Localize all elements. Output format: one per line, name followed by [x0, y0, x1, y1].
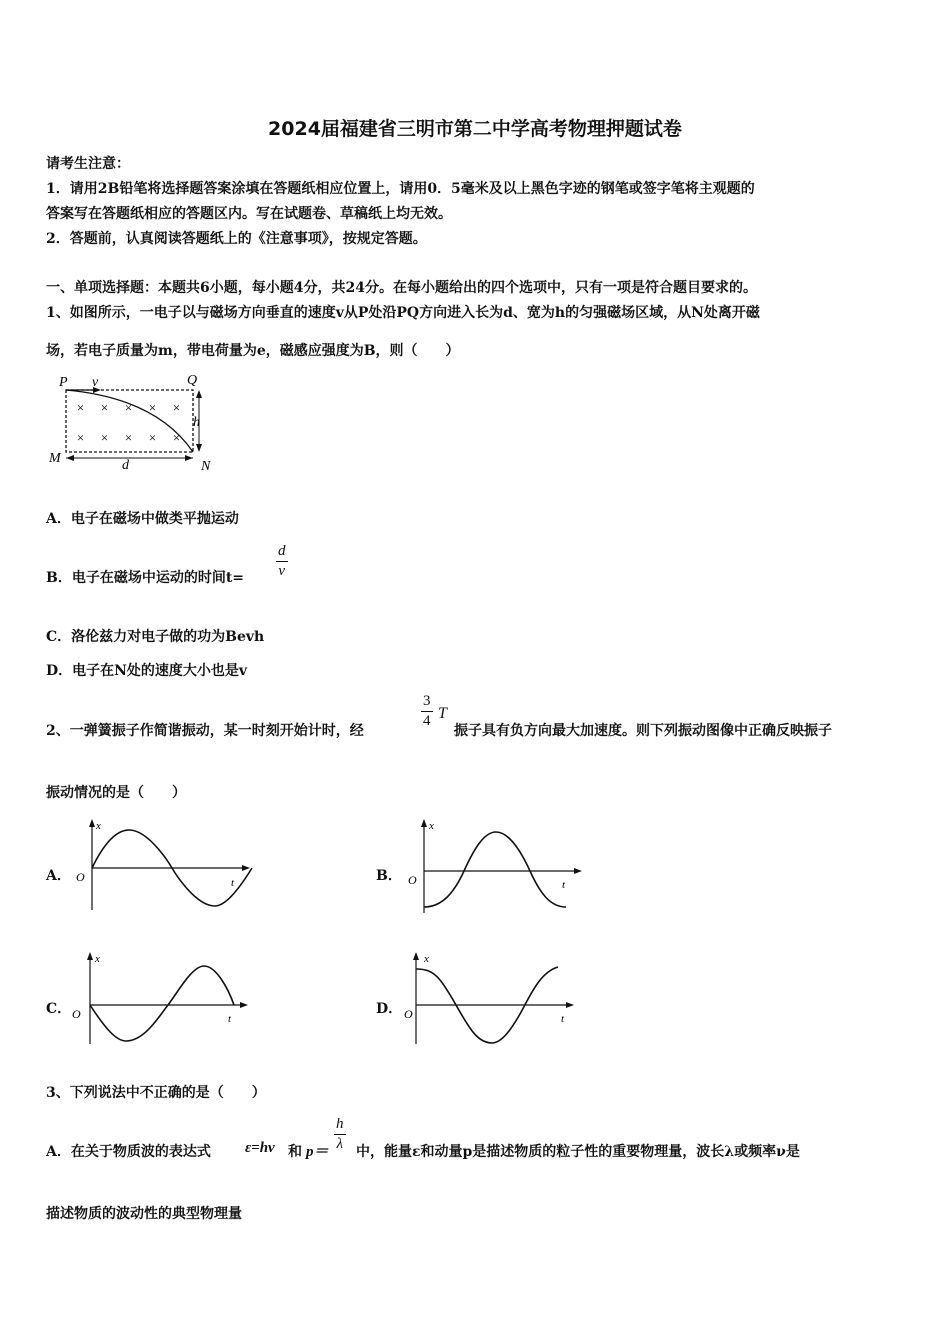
q2-graph-d[interactable]: [394, 948, 579, 1048]
q3-option-a-part-2[interactable]: 中，能量ε和动量p是描述物质的粒子性的重要物理量，波长λ或频率ν是: [356, 1144, 800, 1160]
q3-option-a-line-2[interactable]: 描述物质的波动性的典型物理量: [46, 1206, 242, 1222]
q2-graph-c[interactable]: [68, 948, 253, 1048]
section-heading: 一、单项选择题：本题共6小题，每小题4分，共24分。在每小题给出的四个选项中，只有一项是符合题目要求的。: [46, 280, 757, 296]
origin-label: O: [76, 870, 85, 884]
q2-stem-part-2: 振子具有负方向最大加速度。则下列振动图像中正确反映振子: [454, 723, 832, 739]
axis-x-label: x: [424, 953, 429, 965]
field-cross: ×: [172, 430, 181, 445]
fraction-denominator: 4: [423, 713, 431, 729]
q2-stem-part-1: 2、一弹簧振子作简谐振动，某一时刻开始计时，经: [46, 723, 364, 739]
q3-and: 和: [288, 1144, 302, 1160]
q2-option-a-label[interactable]: A．: [46, 868, 71, 884]
fraction-denominator: v: [278, 563, 286, 579]
axis-t-label: t: [231, 877, 235, 889]
label-d: d: [122, 458, 129, 473]
q1-option-b[interactable]: B．电子在磁场中运动的时间t=: [46, 570, 245, 586]
q1-stem-line-1: 1、如图所示，一电子以与磁场方向垂直的速度v从P处沿PQ方向进入长为d、宽为h的匀强磁场区域，从N处离开磁: [46, 305, 760, 321]
field-cross: ×: [76, 430, 85, 445]
origin-label: O: [408, 873, 417, 887]
origin-label: O: [404, 1007, 413, 1021]
q1-stem-line-2: 场，若电子质量为m，带电荷量为e，磁感应强度为B，则（ ）: [46, 343, 460, 359]
field-cross: ×: [124, 400, 133, 415]
axis-x-label: x: [96, 820, 101, 832]
q2-option-d-label[interactable]: D．: [376, 1001, 403, 1017]
field-cross: ×: [172, 400, 181, 415]
q2-fraction: [421, 694, 433, 729]
field-cross: ×: [100, 430, 109, 445]
q3-option-a-part-1[interactable]: A．在关于物质波的表达式: [46, 1144, 211, 1160]
q1-magnetic-field-figure: [46, 370, 226, 474]
origin-label: O: [72, 1007, 81, 1021]
notice-line-2: 2．答题前，认真阅读答题纸上的《注意事项》，按规定答题。: [46, 231, 427, 247]
field-cross: ×: [76, 400, 85, 415]
q1-option-b-fraction: [276, 544, 288, 579]
q1-option-a[interactable]: A．电子在磁场中做类平抛运动: [46, 511, 239, 527]
q2-graph-a[interactable]: [70, 815, 255, 915]
q3-fraction: [334, 1117, 346, 1152]
label-v: v: [92, 375, 99, 390]
fraction-denominator: λ: [336, 1136, 343, 1152]
q3-stem: 3、下列说法中不正确的是（ ）: [46, 1085, 266, 1101]
q1-option-c[interactable]: C．洛伦兹力对电子做的功为Bevh: [46, 629, 265, 645]
page-title: 2024届福建省三明市第二中学高考物理押题试卷: [268, 118, 682, 140]
label-Q: Q: [187, 373, 198, 388]
q2-option-c-label[interactable]: C．: [46, 1001, 72, 1017]
q3-momentum-equation: p＝: [306, 1144, 329, 1160]
label-P: P: [59, 375, 68, 390]
q2-option-b-label[interactable]: B．: [376, 868, 402, 884]
label-h: h: [193, 415, 200, 430]
notice-heading: 请考生注意：: [46, 156, 130, 172]
q3-energy-equation: ε=hν: [245, 1140, 275, 1156]
field-cross: ×: [148, 430, 157, 445]
field-cross: ×: [148, 400, 157, 415]
label-N: N: [201, 459, 211, 474]
fraction-numerator: d: [278, 543, 286, 559]
q2-period-symbol: T: [438, 705, 447, 722]
notice-line-1b: 答案写在答题纸相应的答题区内。写在试题卷、草稿纸上均无效。: [46, 206, 452, 222]
axis-x-label: x: [95, 953, 100, 965]
label-M: M: [49, 451, 61, 466]
field-cross: ×: [124, 430, 133, 445]
field-cross: ×: [100, 400, 109, 415]
fraction-numerator: h: [336, 1116, 344, 1132]
axis-t-label: t: [562, 879, 566, 891]
q2-stem-line-2: 振动情况的是（ ）: [46, 785, 186, 801]
q2-graph-b[interactable]: [402, 815, 587, 915]
fraction-numerator: 3: [423, 693, 431, 709]
axis-t-label: t: [228, 1013, 232, 1025]
axis-x-label: x: [429, 820, 434, 832]
notice-line-1: 1．请用2B铅笔将选择题答案涂填在答题纸相应位置上，请用0．5毫米及以上黑色字迹的钢笔或签字笔将主观题的: [46, 181, 755, 197]
axis-t-label: t: [561, 1013, 565, 1025]
q1-option-d[interactable]: D．电子在N处的速度大小也是v: [46, 663, 248, 679]
